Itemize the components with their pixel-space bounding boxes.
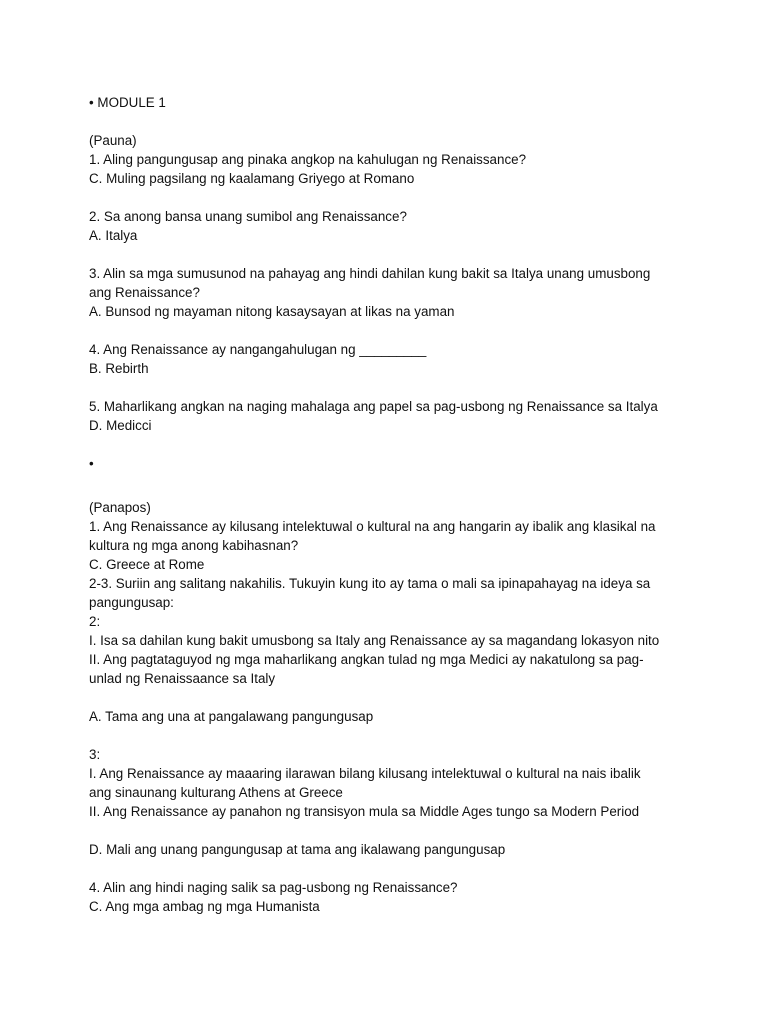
panapos-question-1-line-1: 1. Ang Renaissance ay kilusang intelektuwal o kultural na ang hangarin ay ibalik ang klasikal na xyxy=(89,519,656,534)
panapos-answer-4: C. Ang mga ambag ng mga Humanista xyxy=(89,899,320,914)
pauna-answer-2: A. Italya xyxy=(89,228,138,243)
module-heading: • MODULE 1 xyxy=(89,95,166,110)
panapos-question-1-line-2: kultura ng mga anong kabihasnan? xyxy=(89,538,299,553)
pauna-label: (Pauna) xyxy=(89,133,137,148)
item-3-statement-2: II. Ang Renaissance ay panahon ng transisyon mula sa Middle Ages tungo sa Modern Period xyxy=(89,804,640,819)
item-3-statement-1-line-2: ang sinaunang kulturang Athens at Greece xyxy=(89,785,343,800)
panapos-question-4: 4. Alin ang hindi naging salik sa pag-usbong ng Renaissance? xyxy=(89,880,458,895)
panapos-instruction-line-1: 2-3. Suriin ang salitang nakahilis. Tukuyin kung ito ay tama o mali sa ipinapahayag na ideya sa xyxy=(89,576,651,591)
pauna-question-1: 1. Aling pangungusap ang pinaka angkop na kahulugan ng Renaissance? xyxy=(89,152,527,167)
item-2-statement-2-line-1: II. Ang pagtataguyod ng mga maharlikang angkan tulad ng mga Medici ay nakatulong sa pag- xyxy=(89,652,644,667)
pauna-answer-4: B. Rebirth xyxy=(89,361,149,376)
panapos-answer-1: C. Greece at Rome xyxy=(89,557,205,572)
document-body xyxy=(89,93,689,916)
item-2-label: 2: xyxy=(89,614,101,629)
item-3-answer: D. Mali ang unang pangungusap at tama ang ikalawang pangungusap xyxy=(89,842,506,857)
pauna-question-5: 5. Maharlikang angkan na naging mahalaga ang papel sa pag-usbong ng Renaissance sa Italya xyxy=(89,399,658,414)
item-2-statement-2-line-2: unlad ng Renaissaance sa Italy xyxy=(89,671,276,686)
panapos-instruction-line-2: pangungusap: xyxy=(89,595,174,610)
bullet-separator: • xyxy=(89,456,94,471)
pauna-question-4: 4. Ang Renaissance ay nangangahulugan ng _________ xyxy=(89,342,427,357)
item-3-statement-1-line-1: I. Ang Renaissance ay maaaring ilarawan bilang kilusang intelektuwal o kultural na nais ibalik xyxy=(89,766,641,781)
pauna-answer-3: A. Bunsod ng mayaman nitong kasaysayan at likas na yaman xyxy=(89,304,455,319)
pauna-question-3-line-2: ang Renaissance? xyxy=(89,285,200,300)
pauna-answer-5: D. Medicci xyxy=(89,418,152,433)
pauna-question-2: 2. Sa anong bansa unang sumibol ang Renaissance? xyxy=(89,209,407,224)
pauna-question-3-line-1: 3. Alin sa mga sumusunod na pahayag ang hindi dahilan kung bakit sa Italya unang umusbong xyxy=(89,266,651,281)
pauna-answer-1: C. Muling pagsilang ng kaalamang Griyego at Romano xyxy=(89,171,415,186)
panapos-label: (Panapos) xyxy=(89,500,151,515)
item-2-statement-1: I. Isa sa dahilan kung bakit umusbong sa Italy ang Renaissance ay sa magandang lokasyon nito xyxy=(89,633,660,648)
item-3-label: 3: xyxy=(89,747,101,762)
item-2-answer: A. Tama ang una at pangalawang pangungusap xyxy=(89,709,374,724)
